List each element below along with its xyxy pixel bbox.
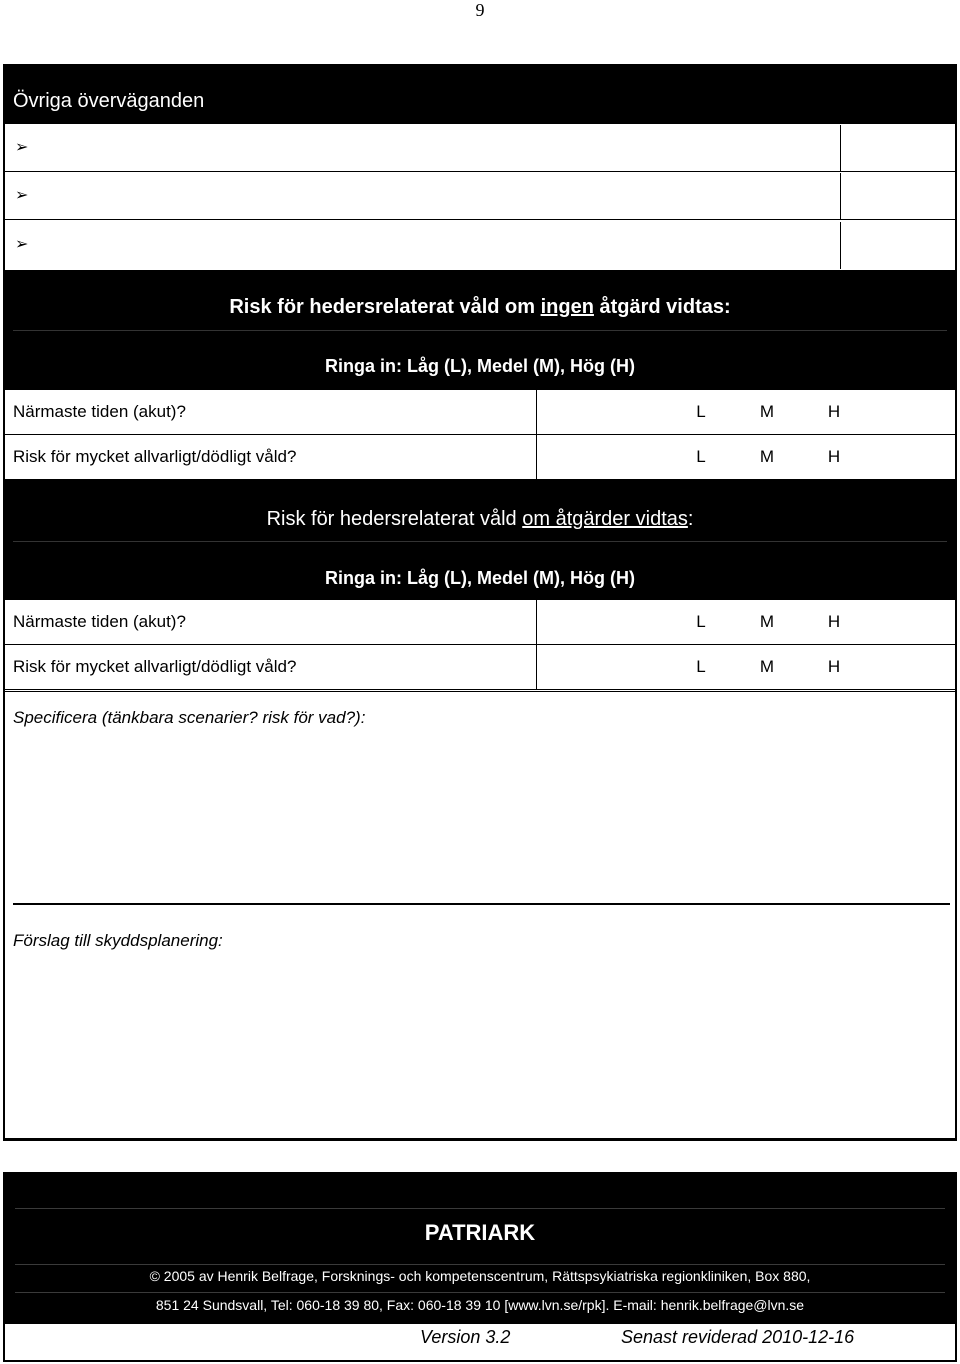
bullet-row[interactable] bbox=[5, 222, 955, 269]
specify-label: Specificera (tänkbara scenarier? risk för vad?): bbox=[13, 708, 366, 727]
column-divider bbox=[536, 645, 537, 689]
footer-brand: PATRIARK bbox=[424, 1220, 536, 1245]
arrow-bullet-icon: ➢ bbox=[15, 187, 29, 204]
option-medium[interactable]: M bbox=[759, 612, 775, 631]
footer-version: Version 3.2 bbox=[420, 1327, 511, 1347]
footer-box bbox=[3, 1172, 957, 1362]
risk-no-action-header bbox=[5, 270, 955, 390]
protection-bottom-border bbox=[3, 1138, 957, 1141]
column-divider bbox=[536, 600, 537, 644]
page-number: 9 bbox=[475, 0, 485, 20]
protection-planning-text-area[interactable] bbox=[5, 960, 955, 1135]
option-low[interactable]: L bbox=[696, 612, 706, 631]
risk-question-row bbox=[5, 645, 955, 692]
heading-text: : bbox=[687, 508, 694, 530]
risk-action-title bbox=[5, 508, 955, 531]
footer-revised: Senast reviderad 2010-12-16 bbox=[621, 1327, 855, 1347]
heading-text: Risk för hedersrelaterat våld om bbox=[229, 296, 541, 318]
other-considerations-title: Övriga överväganden bbox=[13, 90, 205, 112]
risk-question: Närmaste tiden (akut)? bbox=[13, 402, 186, 421]
specify-underline bbox=[13, 903, 950, 905]
risk-no-action-title bbox=[5, 296, 955, 319]
option-low[interactable]: L bbox=[696, 447, 706, 466]
option-low[interactable]: L bbox=[696, 402, 706, 421]
risk-question: Risk för mycket allvarligt/dödligt våld? bbox=[13, 657, 297, 676]
heading-underlined-text: om åtgärder vidtas bbox=[522, 508, 688, 530]
specify-text-area[interactable] bbox=[5, 735, 955, 900]
bullet-row[interactable] bbox=[5, 173, 955, 220]
column-divider bbox=[536, 435, 537, 479]
arrow-bullet-icon: ➢ bbox=[15, 139, 29, 156]
heading-text: Risk för hedersrelaterat våld bbox=[266, 508, 523, 530]
option-high[interactable]: H bbox=[827, 612, 841, 631]
option-medium[interactable]: M bbox=[759, 657, 775, 676]
footer-divider bbox=[15, 1264, 945, 1265]
option-high[interactable]: H bbox=[827, 402, 841, 421]
risk-question-row bbox=[5, 390, 955, 435]
risk-question-row bbox=[5, 435, 955, 480]
heading-underlined-text: ingen bbox=[540, 296, 594, 318]
footer-copyright-line1: © 2005 av Henrik Belfrage, Forsknings- och kompetenscentrum, Rättspsykiatriska regionkliniken, Box 880, bbox=[149, 1268, 811, 1284]
header-divider bbox=[13, 541, 947, 542]
footer-divider bbox=[15, 1292, 945, 1293]
bullet-side-cell bbox=[840, 222, 956, 269]
risk-action-header bbox=[5, 480, 955, 600]
heading-text: åtgärd vidtas: bbox=[593, 296, 731, 318]
risk-question-row bbox=[5, 600, 955, 645]
bullet-side-cell bbox=[840, 125, 956, 171]
option-medium[interactable]: M bbox=[759, 402, 775, 421]
bullet-row[interactable] bbox=[5, 125, 955, 172]
option-low[interactable]: L bbox=[696, 657, 706, 676]
protection-planning-label: Förslag till skyddsplanering: bbox=[13, 931, 223, 950]
bullet-side-cell bbox=[840, 173, 956, 219]
option-high[interactable]: H bbox=[827, 657, 841, 676]
option-medium[interactable]: M bbox=[759, 447, 775, 466]
footer-copyright-line2: 851 24 Sundsvall, Tel: 060-18 39 80, Fax: 060-18 39 10 [www.lvn.se/rpk]. E-mail: henrik.belfrage@lvn.se bbox=[155, 1297, 805, 1313]
risk-question: Risk för mycket allvarligt/dödligt våld? bbox=[13, 447, 297, 466]
header-divider bbox=[13, 330, 947, 331]
risk-instruction: Ringa in: Låg (L), Medel (M), Hög (H) bbox=[325, 568, 635, 588]
column-divider bbox=[536, 390, 537, 434]
risk-instruction: Ringa in: Låg (L), Medel (M), Hög (H) bbox=[325, 356, 635, 376]
option-high[interactable]: H bbox=[827, 447, 841, 466]
other-considerations-header bbox=[5, 66, 955, 124]
arrow-bullet-icon: ➢ bbox=[15, 236, 29, 253]
footer-divider bbox=[15, 1208, 945, 1209]
risk-question: Närmaste tiden (akut)? bbox=[13, 612, 186, 631]
